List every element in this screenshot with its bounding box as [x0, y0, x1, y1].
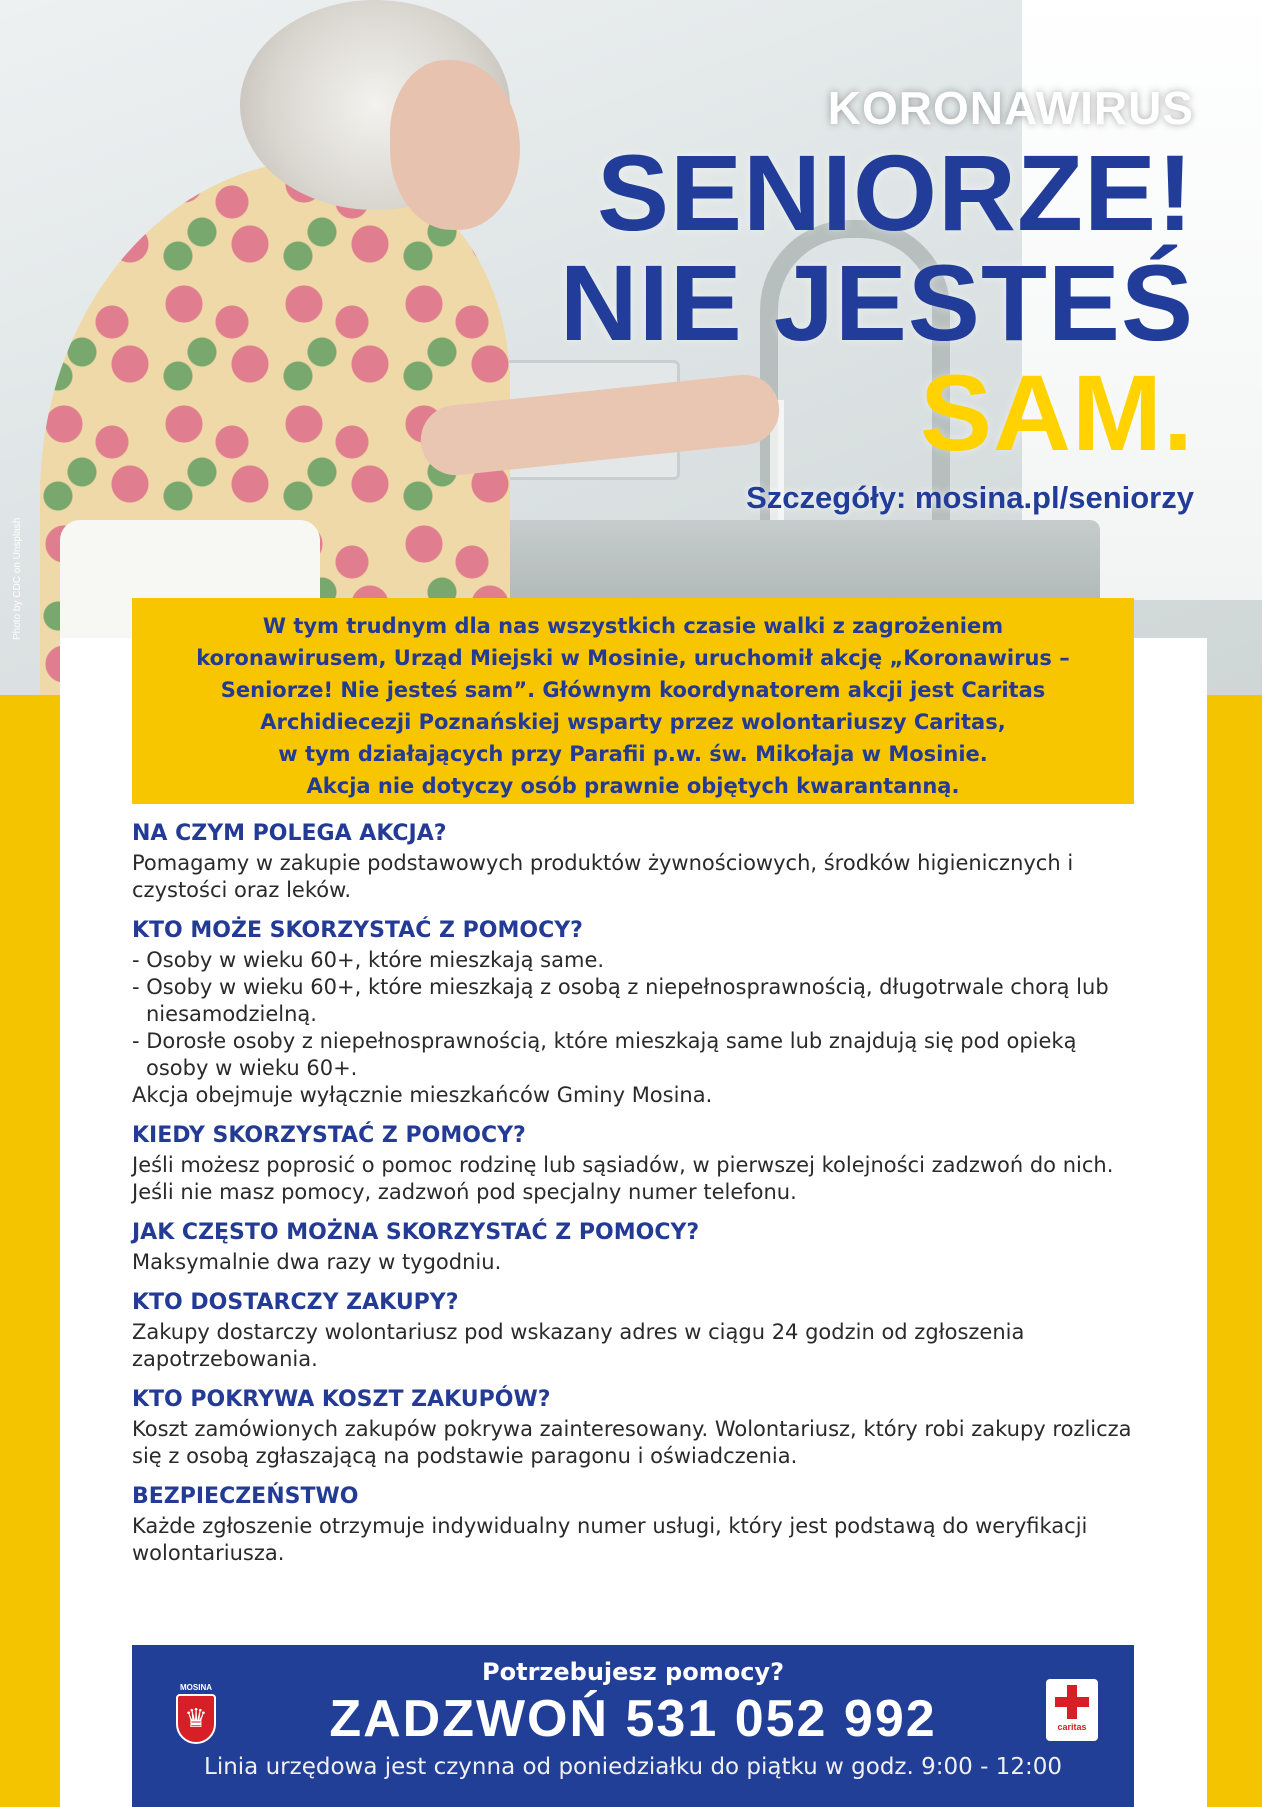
section-text: Każde zgłoszenie otrzymuje indywidualny numer usługi, który jest podstawą do weryfikacji wolontariusza. [132, 1514, 1088, 1565]
section-who [132, 915, 1132, 1109]
list-item: - Osoby w wieku 60+, które mieszkają same. [132, 948, 605, 972]
section-how-often [132, 1217, 1132, 1276]
headline-kicker: KORONAWIRUS [827, 82, 1194, 134]
eagle-crest-icon: ♛ [176, 1694, 216, 1744]
details-link[interactable]: Szczegóły: mosina.pl/seniorzy [746, 480, 1194, 515]
caritas-logo [1046, 1679, 1098, 1741]
phone-number[interactable]: ZADZWOŃ 531 052 992 [329, 1690, 937, 1748]
section-text: Jeśli możesz poprosić o pomoc rodzinę lub sąsiadów, w pierwszej kolejności zadzwoń do nich. Jeśli nie masz pomocy, zadzwoń pod specjalny numer telefonu. [132, 1153, 1114, 1204]
intro-line: Archidiecezji Poznańskiej wsparty przez wolontariuszy Caritas, [260, 710, 1006, 734]
section-when [132, 1120, 1132, 1206]
mosina-crest [174, 1683, 218, 1744]
section-title: BEZPIECZEŃSTWO [132, 1484, 359, 1509]
help-question: Potrzebujesz pomocy? [482, 1658, 784, 1686]
section-text: Maksymalnie dwa razy w tygodniu. [132, 1250, 502, 1274]
intro-line: koronawirusem, Urząd Miejski w Mosinie, uruchomił akcję „Koronawirus – [196, 646, 1070, 670]
section-text: Koszt zamówionych zakupów pokrywa zainteresowany. Wolontariusz, który robi zakupy rozlicza się z osobą zgłaszającą na podstawie paragonu i oświadczenia. [132, 1417, 1132, 1468]
section-text: Akcja obejmuje wyłącznie mieszkańców Gminy Mosina. [132, 1083, 713, 1107]
section-title: KTO DOSTARCZY ZAKUPY? [132, 1290, 459, 1315]
headline-line-3: SAM. [920, 352, 1194, 473]
section-title: JAK CZĘSTO MOŻNA SKORZYSTAĆ Z POMOCY? [132, 1220, 700, 1245]
crest-label: MOSINA [180, 1683, 212, 1692]
section-title: KTO MOŻE SKORZYSTAĆ Z POMOCY? [132, 918, 583, 943]
section-delivery [132, 1287, 1132, 1373]
section-cost [132, 1384, 1132, 1470]
section-what [132, 818, 1132, 904]
caritas-cross-icon [1055, 1685, 1089, 1719]
info-sections [132, 818, 1132, 1578]
intro-line: W tym trudnym dla nas wszystkich czasie walki z zagrożeniem [262, 614, 1004, 638]
section-title: KTO POKRYWA KOSZT ZAKUPÓW? [132, 1387, 551, 1412]
intro-line: Akcja nie dotyczy osób prawnie objętych kwarantanną. [306, 774, 960, 798]
intro-line: Seniorze! Nie jesteś sam”. Głównym koordynatorem akcji jest Caritas [220, 678, 1046, 702]
section-text: Zakupy dostarczy wolontariusz pod wskazany adres w ciągu 24 godzin od zgłoszenia zapotrzebowania. [132, 1320, 1025, 1371]
call-footer [132, 1645, 1134, 1807]
intro-line: w tym działających przy Parafii p.w. św. Mikołaja w Mosinie. [278, 742, 988, 766]
list-item: - Dorosłe osoby z niepełnosprawnością, które mieszkają same lub znajdują się pod opieką osoby w wieku 60+. [132, 1029, 1077, 1080]
section-title: NA CZYM POLEGA AKCJA? [132, 821, 447, 846]
section-title: KIEDY SKORZYSTAĆ Z POMOCY? [132, 1123, 526, 1148]
section-text: Pomagamy w zakupie podstawowych produktów żywnościowych, środków higienicznych i czystości oraz leków. [132, 851, 1074, 902]
headline [474, 78, 1194, 516]
hotline-hours: Linia urzędowa jest czynna od poniedziałku do piątku w godz. 9:00 - 12:00 [204, 1754, 1062, 1780]
section-security [132, 1481, 1132, 1567]
list-item: - Osoby w wieku 60+, które mieszkają z osobą z niepełnosprawnością, długotrwale chorą lub niesamodzielną. [132, 975, 1109, 1026]
headline-line-1: SENIORZE! [596, 132, 1194, 253]
photo-credit: Photo by CDC on Unsplash [12, 517, 23, 640]
caritas-label: caritas [1057, 1722, 1087, 1732]
eligibility-list [132, 947, 1132, 1082]
intro-box [132, 598, 1134, 804]
headline-line-2: NIE JESTEŚ [559, 242, 1194, 363]
